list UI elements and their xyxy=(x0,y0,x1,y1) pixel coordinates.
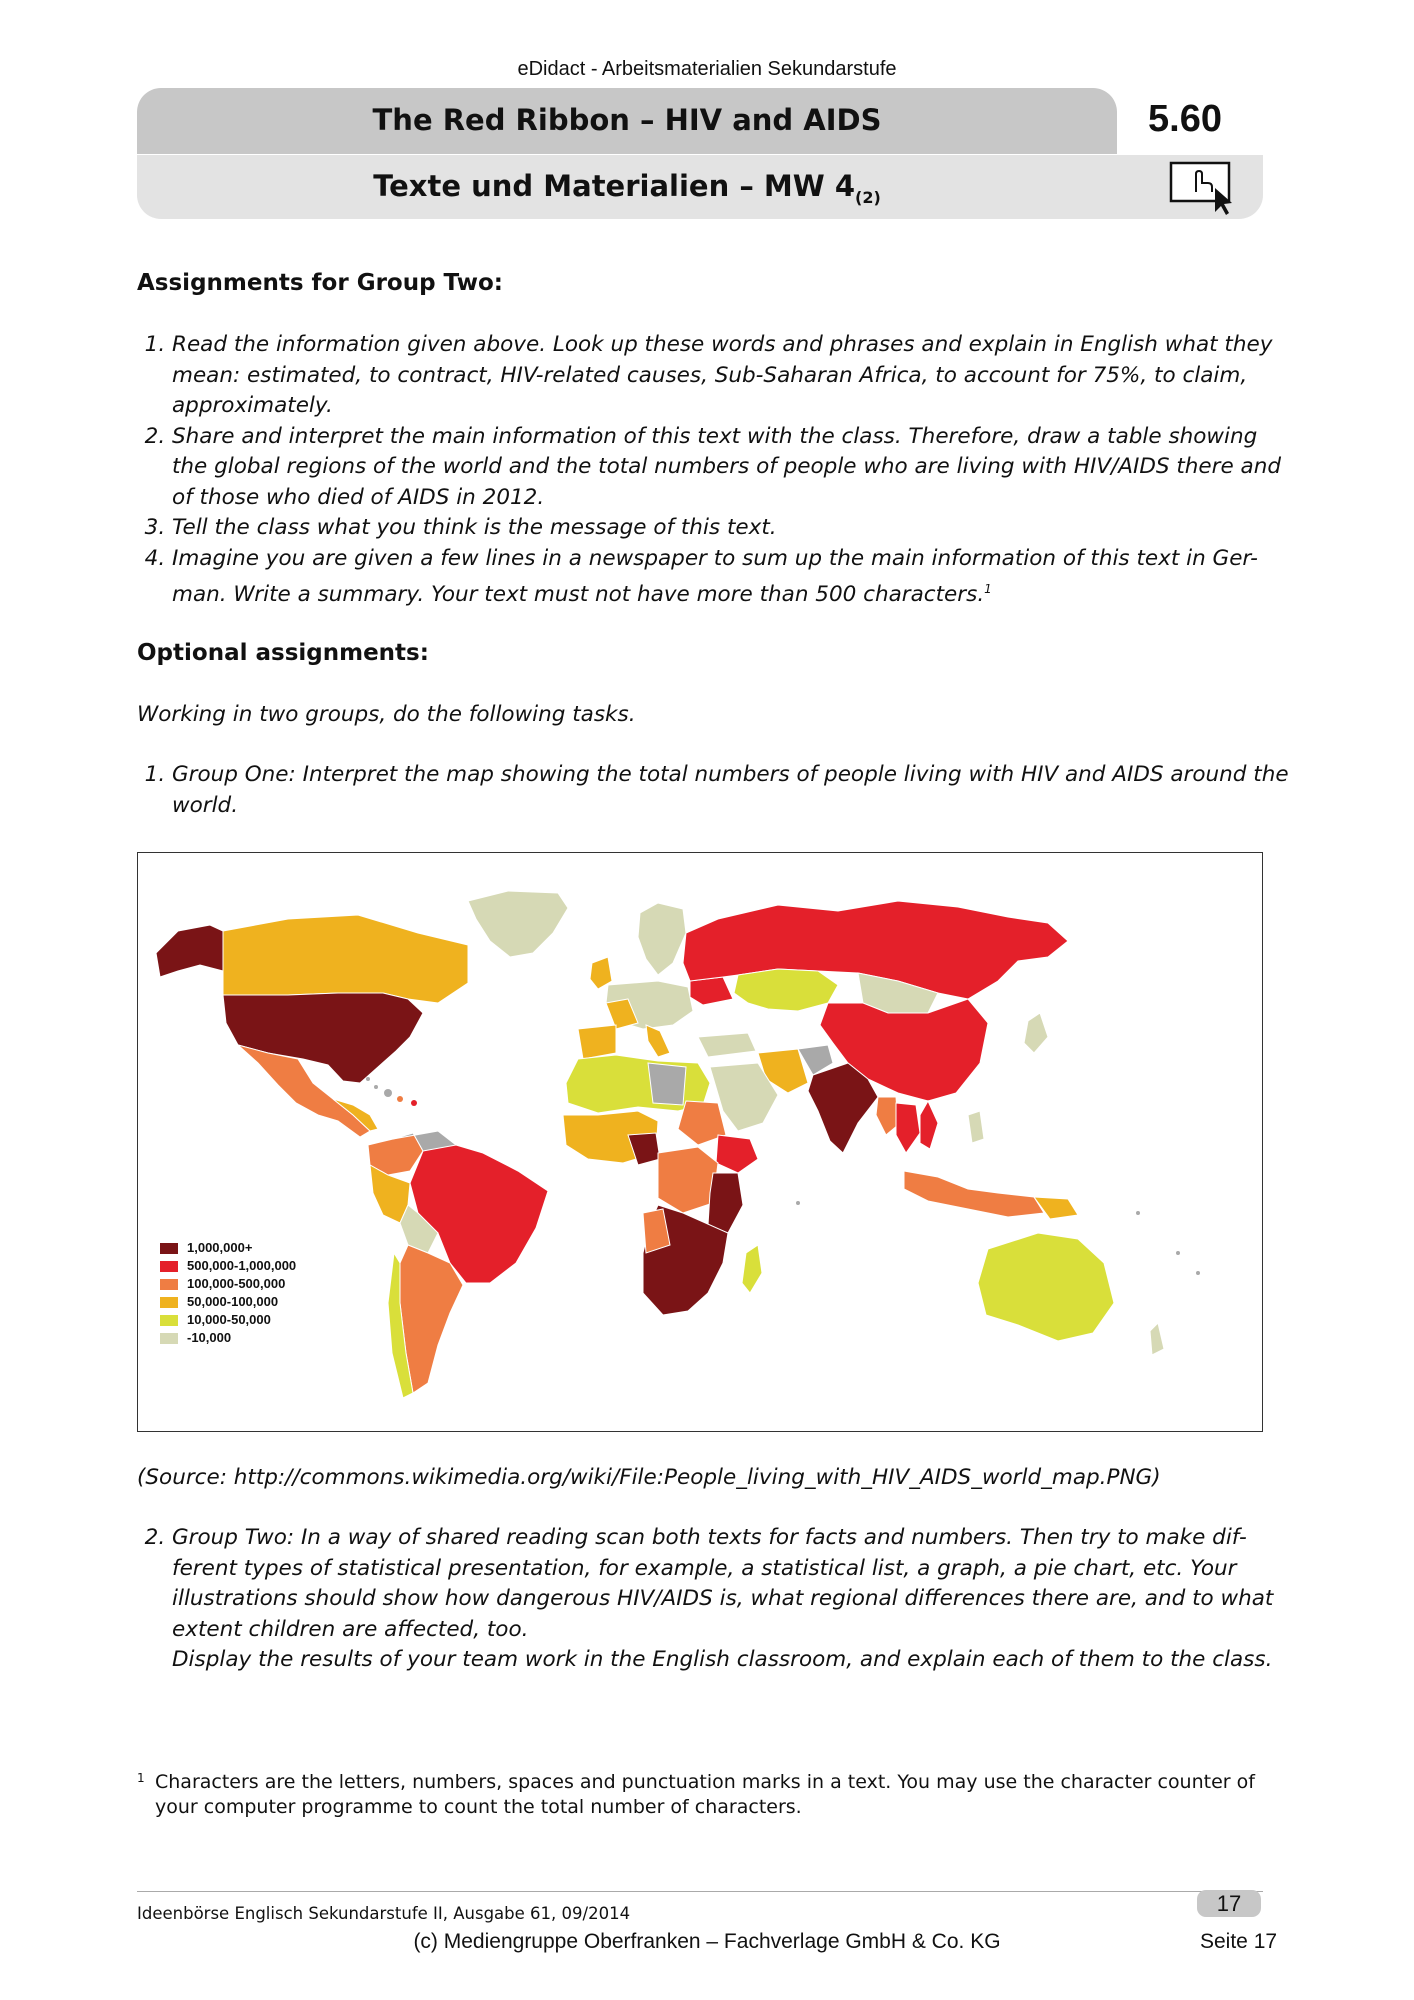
region-usa xyxy=(223,993,423,1083)
region-madagascar xyxy=(742,1245,762,1293)
region-japan xyxy=(1024,1013,1048,1053)
group-two-list xyxy=(137,330,1298,611)
subtitle-banner xyxy=(137,155,1263,219)
map-legend xyxy=(160,1239,296,1347)
footer-divider xyxy=(137,1891,1263,1892)
region-alaska xyxy=(156,925,223,977)
optional-list-1 xyxy=(137,760,1298,821)
publication-info: Ideenbörse Englisch Sekundarstufe II, Ausgabe 61, 09/2014 xyxy=(137,1904,631,1923)
brand-line: eDidact - Arbeitsmaterialien Sekundarstufe xyxy=(517,58,897,80)
region-thailand xyxy=(896,1103,920,1153)
region-italy xyxy=(646,1025,670,1057)
legend-item: 50,000-100,000 xyxy=(160,1293,296,1311)
region-kazakhstan xyxy=(734,969,838,1011)
region-libya xyxy=(648,1063,686,1105)
region-australia xyxy=(978,1233,1114,1341)
region-caribbean xyxy=(384,1089,392,1097)
legend-item: -10,000 xyxy=(160,1329,296,1347)
legend-swatch xyxy=(160,1333,178,1344)
list-item: 4. Imagine you are given a few lines in a newspaper to sum up the main information of this text in Ger-man. Write a summary. Your text must not have more than 500 characters.$^1$ xyxy=(172,544,1298,611)
subtitle-sub: (2) xyxy=(855,187,881,207)
footnote xyxy=(137,1770,1263,1820)
region-ukraine xyxy=(690,977,733,1005)
region-turkey xyxy=(698,1033,756,1057)
legend-swatch xyxy=(160,1243,178,1254)
footnote-ref: 1 xyxy=(984,582,992,596)
list-item: 1. Group One: Interpret the map showing the total numbers of people living with HIV and AIDS around the world. xyxy=(172,760,1298,821)
page-label: Seite 17 xyxy=(1200,1930,1278,1953)
page-subtitle xyxy=(137,169,1117,207)
region-greenland xyxy=(468,891,568,957)
legend-swatch xyxy=(160,1279,178,1290)
hiv-world-map xyxy=(137,852,1263,1432)
legend-swatch xyxy=(160,1261,178,1272)
region-scandinavia xyxy=(638,903,686,975)
region-iberia xyxy=(578,1025,616,1059)
legend-item: 500,000-1,000,000 xyxy=(160,1257,296,1275)
region-uk xyxy=(590,957,612,989)
list-item: 2. Share and interpret the main information of this text with the class. Therefore, draw a table showing the global regions of the world and the total numbers of people who are living with HIV/AIDS there and of those who died of AIDS in 2012. xyxy=(172,422,1298,514)
optional-heading: Optional assignments: xyxy=(137,640,429,666)
section-number: 5.60 xyxy=(1148,98,1222,140)
region-indonesia xyxy=(904,1171,1044,1217)
legend-item: 10,000-50,000 xyxy=(160,1311,296,1329)
region-ethiopia xyxy=(716,1135,758,1173)
footnote-number: 1 xyxy=(137,1771,145,1785)
list-item xyxy=(172,1523,1298,1676)
region-myanmar xyxy=(876,1097,898,1135)
item2-text: Group Two: In a way of shared reading scan both texts for facts and numbers. Then try to make dif-ferent types of statistical presentation, for example, a statistical list, a graph, a pie chart, etc. Your illustrations should show how dangerous HIV/AIDS is, what regional differences there are, and to what extent children are affected, too. xyxy=(172,1525,1274,1642)
group-two-heading: Assignments for Group Two: xyxy=(137,270,503,296)
region-vietnam xyxy=(920,1101,938,1149)
footnote-text: Characters are the letters, numbers, spaces and punctuation marks in a text. You may use the character counter of your computer programme to count the total number of characters. xyxy=(155,1771,1255,1818)
legend-item: 100,000-500,000 xyxy=(160,1275,296,1293)
title-banner xyxy=(137,88,1117,154)
optional-list-2 xyxy=(137,1523,1298,1676)
legend-swatch xyxy=(160,1315,178,1326)
list-item: 3. Tell the class what you think is the message of this text. xyxy=(172,513,1298,544)
legend-item: 1,000,000+ xyxy=(160,1239,296,1257)
item2-text-second: Display the results of your team work in the English classroom, and explain each of them to the class. xyxy=(172,1647,1273,1672)
page-number-badge: 17 xyxy=(1197,1890,1261,1917)
world-map-svg xyxy=(138,853,1262,1431)
copyright: (c) Mediengruppe Oberfranken – Fachverlage GmbH & Co. KG xyxy=(413,1930,1001,1953)
page-title: The Red Ribbon – HIV and AIDS xyxy=(372,103,882,137)
region-east-africa xyxy=(708,1173,743,1233)
legend-swatch xyxy=(160,1297,178,1308)
region-new-zealand xyxy=(1150,1323,1164,1355)
map-source: (Source: http://commons.wikimedia.org/wiki/File:People_living_with_HIV_AIDS_world_map.PNG) xyxy=(137,1465,1161,1490)
list-item: 1. Read the information given above. Look up these words and phrases and explain in English what they mean: estimated, to contract, HIV-related causes, Sub-Saharan Africa, to account for 75%, to claim, approximately. xyxy=(172,330,1298,422)
region-canada xyxy=(223,915,468,1003)
subtitle-text: Texte und Materialien – MW 4 xyxy=(373,169,856,203)
hand-pointer-screen-icon xyxy=(1168,160,1238,216)
region-philippines xyxy=(968,1111,984,1143)
optional-intro: Working in two groups, do the following tasks. xyxy=(137,702,636,727)
